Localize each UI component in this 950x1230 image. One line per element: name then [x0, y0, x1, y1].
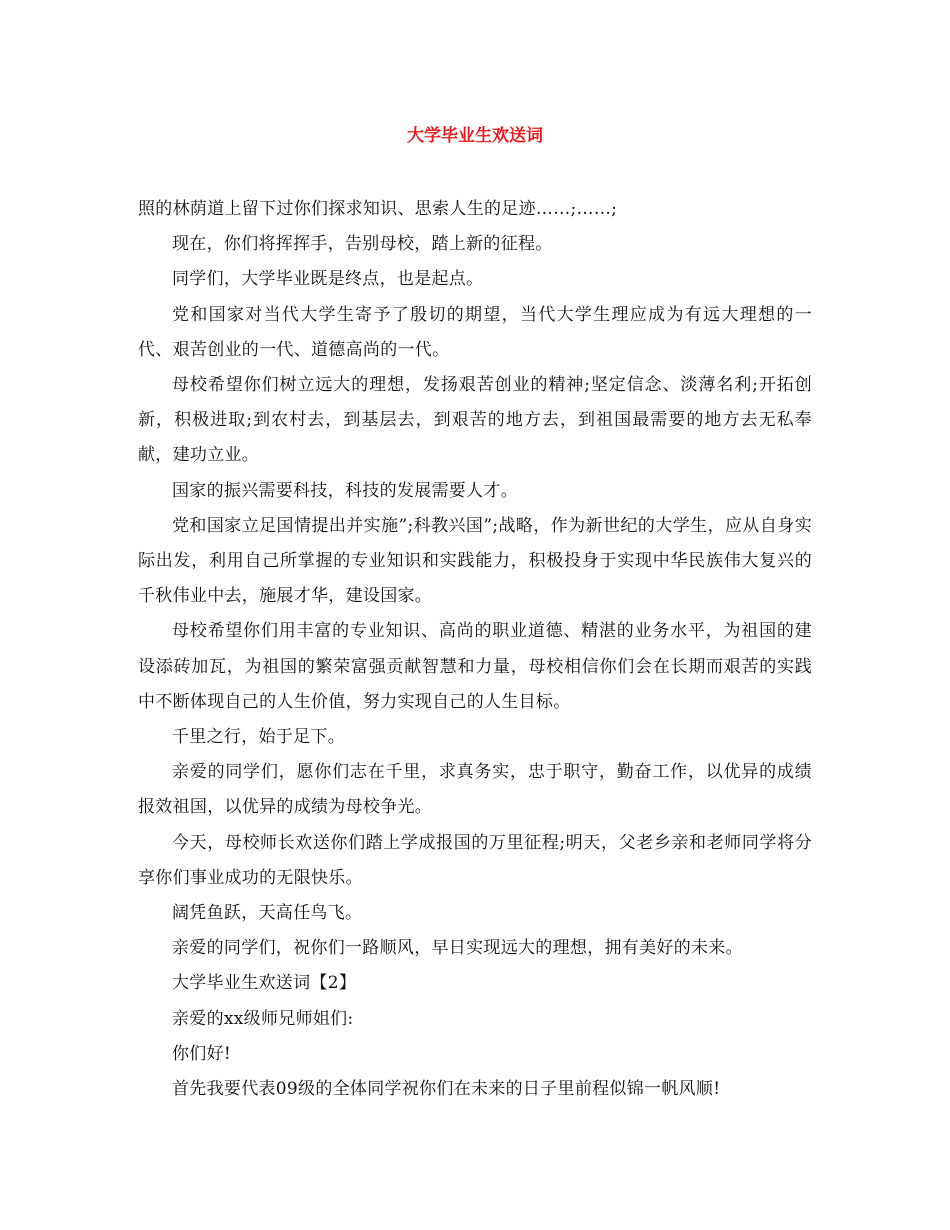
paragraph: 党和国家对当代大学生寄予了殷切的期望，当代大学生理应成为有远大理想的一代、艰苦创业的一代、道德高尚的一代。 — [138, 304, 812, 360]
paragraph: 党和国家立足国情提出并实施”;科教兴国”;战略，作为新世纪的大学生，应从自身实际出发，利用自己所掌握的专业知识和实践能力，积极投身于实现中华民族伟大复兴的千秋伟业中去，施展才华，建设国家。 — [138, 515, 812, 607]
paragraph: 同学们，大学毕业既是终点，也是起点。 — [172, 269, 484, 290]
paragraph: 照的林荫道上留下过你们探求知识、思索人生的足迹……;……; — [138, 199, 618, 219]
paragraph: 千里之行，始于足下。 — [172, 727, 345, 748]
paragraph: 现在，你们将挥挥手，告别母校，踏上新的征程。 — [172, 234, 553, 255]
paragraph: 首先我要代表09级的全体同学祝你们在未来的日子里前程似锦一帆风顺! — [172, 1079, 721, 1100]
document-body — [138, 192, 812, 1107]
paragraph: 你们好! — [172, 1043, 232, 1064]
paragraph: 亲爱的同学们，祝你们一路顺风，早日实现远大的理想，拥有美好的未来。 — [172, 938, 743, 959]
paragraph: 国家的振兴需要科技，科技的发展需要人才。 — [172, 480, 518, 501]
paragraph: 亲爱的xx级师兄师姐们: — [172, 1008, 354, 1029]
paragraph: 亲爱的同学们，愿你们志在千里，求真务实，忠于职守，勤奋工作，以优异的成绩报效祖国，以优异的成绩为母校争光。 — [138, 762, 812, 818]
paragraph: 母校希望你们用丰富的专业知识、高尚的职业道德、精湛的业务水平，为祖国的建设添砖加瓦，为祖国的繁荣富强贡献智慧和力量，母校相信你们会在长期而艰苦的实践中不断体现自己的人生价值，努力实现自己的人生目标。 — [138, 621, 812, 712]
paragraph: 大学毕业生欢送词【2】 — [172, 973, 357, 994]
paragraph: 母校希望你们树立远大的理想，发扬艰苦创业的精神;坚定信念、淡薄名利;开拓创新，积极进取;到农村去，到基层去，到艰苦的地方去，到祖国最需要的地方去无私奉献，建功立业。 — [138, 375, 812, 466]
document-title: 大学毕业生欢送词 — [407, 126, 543, 146]
paragraph: 阔凭鱼跃，天高任鸟飞。 — [172, 903, 363, 924]
paragraph: 今天，母校师长欢送你们踏上学成报国的万里征程;明天，父老乡亲和老师同学将分享你们事业成功的无限快乐。 — [138, 832, 812, 888]
